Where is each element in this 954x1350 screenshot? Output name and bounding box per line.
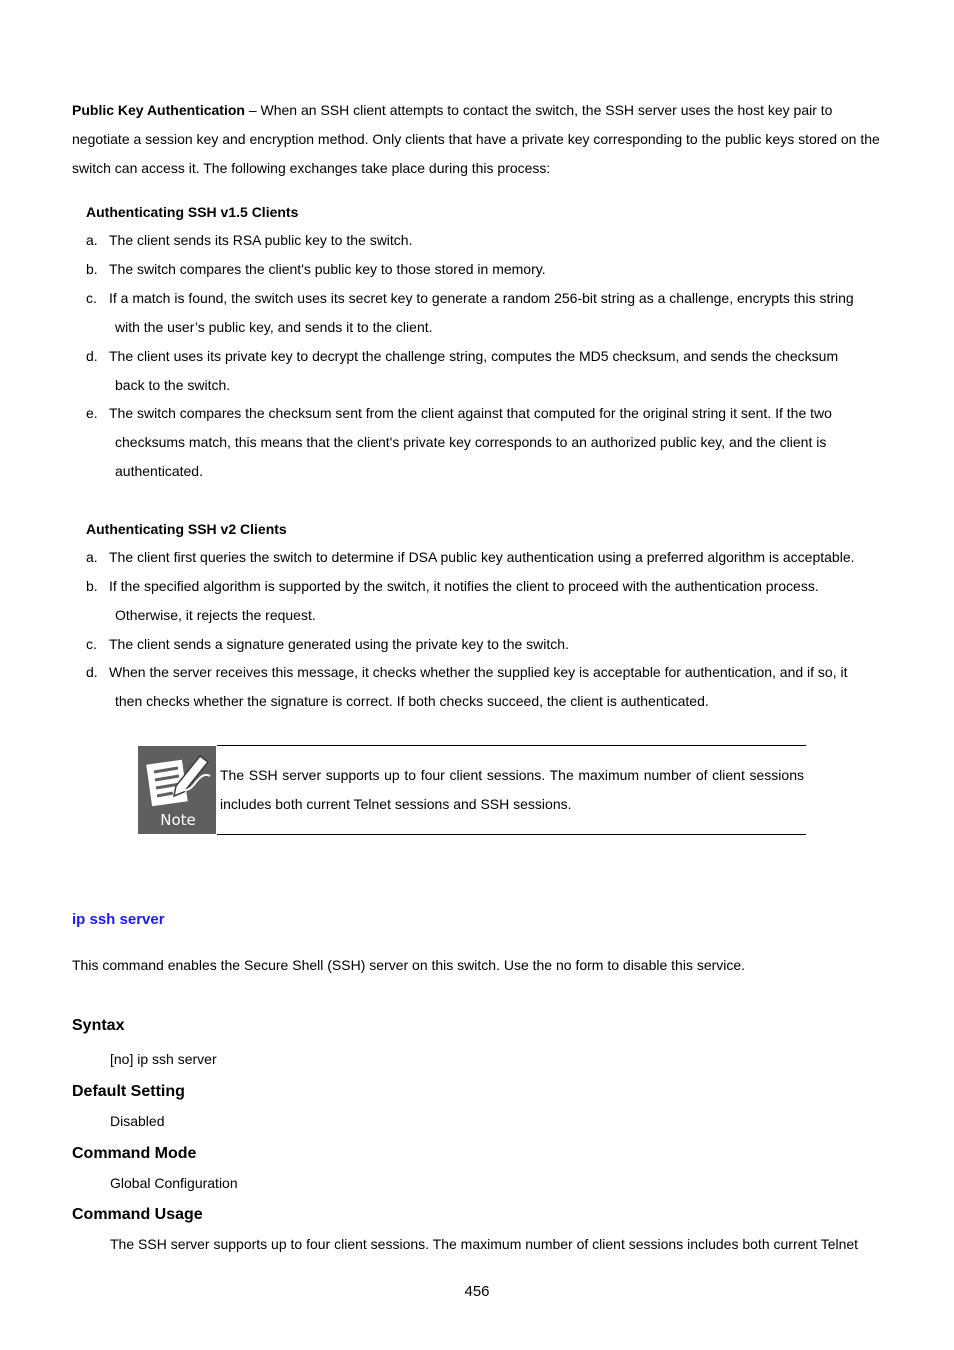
list-item <box>86 255 886 284</box>
list-text: The switch compares the checksum sent from the client against that computed for the original string it sent. If the two <box>109 405 832 421</box>
note-text: The SSH server supports up to four client sessions. The maximum number of client sessions includes both current Telnet sessions and SSH sessions. <box>220 767 804 812</box>
list-item <box>86 658 886 716</box>
list-text: The client sends its RSA public key to the switch. <box>109 232 413 248</box>
list-item <box>86 543 896 572</box>
list-item <box>86 226 886 255</box>
list-item <box>86 284 886 342</box>
list-letter: b. <box>86 578 98 594</box>
command-description: This command enables the Secure Shell (SSH) server on this switch. Use the no form to disable this service. <box>72 957 746 973</box>
list-text: The switch compares the client's public key to those stored in memory. <box>109 261 546 277</box>
list-text: If the specified algorithm is supported by the switch, it notifies the client to proceed with the authentication process. <box>109 578 819 594</box>
list-letter: c. <box>86 636 97 652</box>
list-continuation: back to the switch. <box>115 377 231 393</box>
default-setting-text: Disabled <box>110 1113 165 1129</box>
list-letter: d. <box>86 348 98 364</box>
note-pencil-icon <box>138 746 216 834</box>
note-icon-label: Note <box>160 811 196 829</box>
list-item <box>86 399 886 486</box>
default-setting-heading: Default Setting <box>72 1083 185 1100</box>
list-text: The client uses its private key to decrypt the challenge string, computes the MD5 checksum, and sends the checksum <box>109 348 839 364</box>
intro-text: – When an SSH client attempts to contact the switch, the SSH server uses the host key pair to negotiate a session key and encryption method. Only clients that have a private key corresponding to the public keys stored on the switch can access it. The following exchanges take place during this process: <box>72 102 880 176</box>
command-usage-heading: Command Usage <box>72 1206 203 1223</box>
list-item <box>86 342 886 400</box>
list-text: If a match is found, the switch uses its secret key to generate a random 256-bit string as a challenge, encrypts this string <box>109 290 854 306</box>
list-letter: e. <box>86 405 98 421</box>
command-title: ip ssh server <box>72 911 165 928</box>
list-continuation: then checks whether the signature is correct. If both checks succeed, the client is authenticated. <box>115 693 709 709</box>
note-box <box>138 745 806 835</box>
intro-paragraph <box>72 96 884 183</box>
list-text: The client first queries the switch to determine if DSA public key authentication using a preferred algorithm is acceptable. <box>109 549 855 565</box>
list-item <box>86 572 886 630</box>
command-mode-text: Global Configuration <box>110 1175 238 1191</box>
list-letter: a. <box>86 549 98 565</box>
list-letter: b. <box>86 261 98 277</box>
list-letter: c. <box>86 290 97 306</box>
list-continuation: with the user’s public key, and sends it to the client. <box>115 319 433 335</box>
v15-heading: Authenticating SSH v1.5 Clients <box>86 204 299 220</box>
intro-term: Public Key Authentication <box>72 102 245 118</box>
page-number: 456 <box>464 1283 490 1300</box>
list-text: When the server receives this message, it checks whether the supplied key is acceptable for authentication, and if so, it <box>109 664 848 680</box>
command-mode-heading: Command Mode <box>72 1145 197 1162</box>
list-text: The client sends a signature generated using the private key to the switch. <box>109 636 569 652</box>
v2-heading: Authenticating SSH v2 Clients <box>86 521 287 537</box>
note-divider <box>217 834 806 835</box>
list-letter: d. <box>86 664 98 680</box>
list-continuation: checksums match, this means that the client's private key corresponds to an authorized public key, and the client is authenticated. <box>115 434 827 479</box>
syntax-text: [no] ip ssh server <box>110 1051 217 1067</box>
list-continuation: Otherwise, it rejects the request. <box>115 607 316 623</box>
list-letter: a. <box>86 232 98 248</box>
command-usage-text: The SSH server supports up to four client sessions. The maximum number of client sessions includes both current Telnet <box>110 1236 859 1252</box>
note-divider <box>217 745 806 746</box>
list-item <box>86 630 886 659</box>
syntax-heading: Syntax <box>72 1017 125 1034</box>
